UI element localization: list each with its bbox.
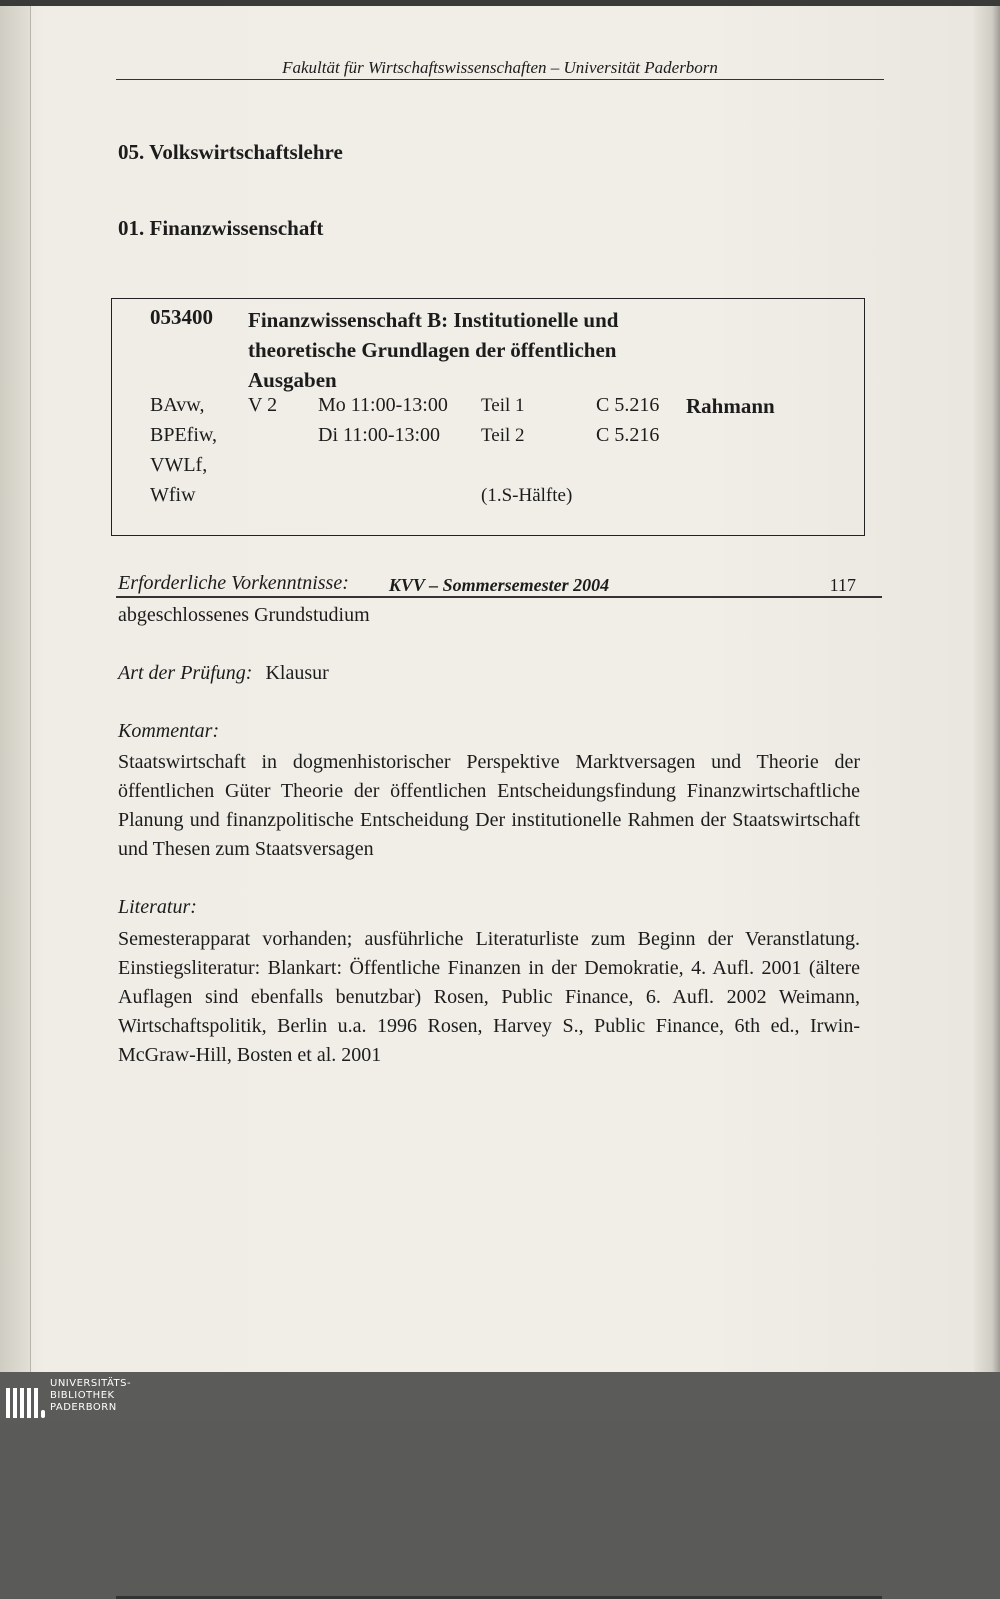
course-title	[248, 305, 618, 395]
exam-line	[118, 662, 329, 685]
session-room: C 5.216	[596, 394, 660, 416]
prerequisites-label: Erforderliche Vorkenntnisse:	[118, 572, 349, 594]
library-name-line: BIBLIOTHEK	[50, 1390, 115, 1401]
library-name-line: PADERBORN	[50, 1402, 117, 1413]
prerequisites-text: abgeschlossenes Grundstudium	[118, 604, 370, 626]
course-type: V 2	[248, 394, 278, 416]
subsection-title: 01. Finanzwissenschaft	[118, 216, 324, 240]
library-name-line: UNIVERSITÄTS-	[50, 1378, 132, 1389]
program-code: BPEfiw,	[150, 424, 218, 446]
page-number: 117	[829, 575, 856, 595]
literature-label: Literatur:	[118, 896, 197, 918]
library-banner	[0, 1372, 1000, 1422]
course-info-box	[111, 298, 865, 536]
session-time: Di 11:00-13:00	[318, 424, 441, 446]
program-code: Wfiw	[150, 484, 196, 506]
course-title-line: Ausgaben	[248, 368, 337, 392]
exam-type: Klausur	[265, 662, 329, 684]
course-title-line: theoretische Grundlagen der öffentlichen	[248, 338, 617, 362]
session-room: C 5.216	[596, 424, 660, 446]
lecturer-name: Rahmann	[686, 394, 775, 418]
program-code: BAvw,	[150, 394, 205, 416]
library-logo-icon	[4, 1378, 44, 1418]
session-time: Mo 11:00-13:00	[318, 394, 448, 416]
page-footer-true	[116, 1574, 882, 1597]
library-name	[50, 1378, 131, 1414]
commentary-label: Kommentar:	[118, 720, 220, 742]
footer-title: KVV – Sommersemester 2004	[388, 575, 610, 595]
section-title: 05. Volkswirtschaftslehre	[118, 140, 343, 164]
course-number: 053400	[150, 305, 213, 329]
commentary-text: Staatswirtschaft in dogmenhistorischer Perspektive Marktversagen und Theorie der öffentlichen Güter Theorie der öffentlichen Entscheidungsfindung Finanzwirtschaftliche Planung und finanzpolitische Entscheidung Der institutionelle Rahmen der Staatswirtschaft und Thesen zum Staatsversagen	[118, 751, 860, 860]
session-part: Teil 2	[481, 425, 525, 446]
course-title-line: Finanzwissenschaft B: Institutionelle und	[248, 308, 619, 332]
exam-label: Art der Prüfung:	[118, 662, 253, 684]
running-header: Fakultät für Wirtschaftswissenschaften – Universität Paderborn	[116, 58, 884, 80]
kvv-footer-bottom	[116, 575, 882, 598]
session-part: Teil 1	[481, 395, 525, 416]
literature-text: Semesterapparat vorhanden; ausführliche Literaturliste zum Beginn der Veranstlatung. Einstiegsliteratur: Blankart: Öffentliche Finanzen in der Demokratie, 4. Aufl. 2001 (ältere Auflagen sind ebenfalls benutzbar) Rosen, Public Finance, 6. Aufl. 2002 Weimann, Wirtschaftspolitik, Berlin u.a. 1996 Rosen, Harvey S., Public Finance, 6th ed., Irwin-McGraw-Hill, Bosten et al. 2001	[118, 928, 860, 1066]
program-code: VWLf,	[150, 454, 208, 476]
semester-note: (1.S-Hälfte)	[481, 485, 573, 506]
